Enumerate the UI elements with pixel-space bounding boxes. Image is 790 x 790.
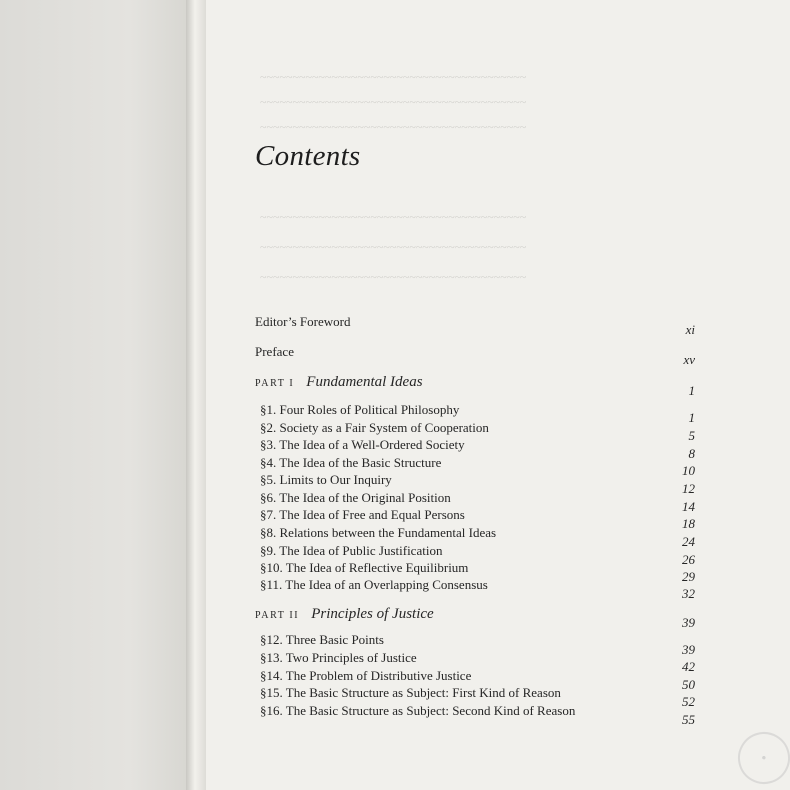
bleed-through-text: ~~~~~~~~~~~~~~~~~~~~~~~~~~~~~~~~~~~~~~~~~ [260, 240, 527, 254]
toc-page-number: 10 [682, 463, 695, 478]
toc-page-number: 29 [682, 569, 695, 584]
bleed-through-text: ~~~~~~~~~~~~~~~~~~~~~~~~~~~~~~~~~~~~~~~~~ [260, 210, 527, 224]
toc-section-entry: §4. The Idea of the Basic Structure [260, 455, 442, 470]
part-title: Fundamental Ideas [306, 374, 423, 390]
toc-section-entry: §6. The Idea of the Original Position [260, 490, 451, 505]
toc-page-number: 52 [682, 694, 695, 709]
toc-page-number: 39 [682, 615, 695, 630]
toc-section-entry: §3. The Idea of a Well-Ordered Society [260, 437, 465, 452]
toc-section-entry: §16. The Basic Structure as Subject: Second Kind of Reason [260, 703, 576, 718]
toc-page-number: 1 [688, 383, 695, 398]
bleed-through-text: ~~~~~~~~~~~~~~~~~~~~~~~~~~~~~~~~~~~~~~~~~ [260, 95, 527, 109]
toc-section-entry: §8. Relations between the Fundamental Ideas [260, 525, 497, 540]
toc-page-number: 8 [688, 446, 695, 461]
bleed-through-text: ~~~~~~~~~~~~~~~~~~~~~~~~~~~~~~~~~~~~~~~~~ [260, 70, 527, 84]
part-title: Principles of Justice [311, 606, 434, 622]
toc-page-number: 32 [682, 586, 695, 601]
toc-section-entry: §9. The Idea of Public Justification [260, 543, 443, 558]
bleed-through-text: ~~~~~~~~~~~~~~~~~~~~~~~~~~~~~~~~~~~~~~~~~ [260, 270, 527, 284]
toc-page-number: 14 [682, 499, 695, 514]
toc-page-number: 1 [688, 410, 695, 425]
toc-section-entry: §12. Three Basic Points [260, 632, 384, 647]
left-page [0, 0, 186, 790]
bleed-through-text: ~~~~~~~~~~~~~~~~~~~~~~~~~~~~~~~~~~~~~~~~~ [260, 120, 527, 134]
toc-section-entry: §1. Four Roles of Political Philosophy [260, 402, 460, 417]
toc-page-number: 5 [688, 428, 695, 443]
toc-front-matter-entry: Preface [255, 344, 294, 359]
toc-part-heading [255, 606, 434, 623]
toc-page-number: xi [685, 322, 695, 337]
toc-page-number: 12 [682, 481, 695, 496]
toc-section-entry: §10. The Idea of Reflective Equilibrium [260, 560, 469, 575]
toc-section-entry: §14. The Problem of Distributive Justice [260, 668, 472, 683]
toc-page-number: 18 [682, 516, 695, 531]
toc-page-number: 24 [682, 534, 695, 549]
toc-page-number: 55 [682, 712, 695, 727]
toc-section-entry: §5. Limits to Our Inquiry [260, 472, 392, 487]
toc-section-entry: §11. The Idea of an Overlapping Consensus [260, 577, 488, 592]
book-gutter [186, 0, 206, 790]
toc-page-number: 50 [682, 677, 695, 692]
toc-front-matter-entry: Editor’s Foreword [255, 314, 351, 329]
part-label: PART II [255, 610, 300, 621]
part-label: PART I [255, 378, 295, 389]
toc-page-number: 26 [682, 552, 695, 567]
toc-section-entry: §7. The Idea of Free and Equal Persons [260, 507, 465, 522]
page-title: Contents [255, 140, 361, 172]
toc-page-number: 42 [682, 659, 695, 674]
watermark-stamp: ● [732, 726, 790, 790]
toc-page-number: xv [683, 352, 695, 367]
toc-section-entry: §2. Society as a Fair System of Cooperation [260, 420, 489, 435]
toc-part-heading [255, 374, 423, 391]
toc-section-entry: §15. The Basic Structure as Subject: First Kind of Reason [260, 685, 561, 700]
toc-section-entry: §13. Two Principles of Justice [260, 650, 417, 665]
toc-page-number: 39 [682, 642, 695, 657]
